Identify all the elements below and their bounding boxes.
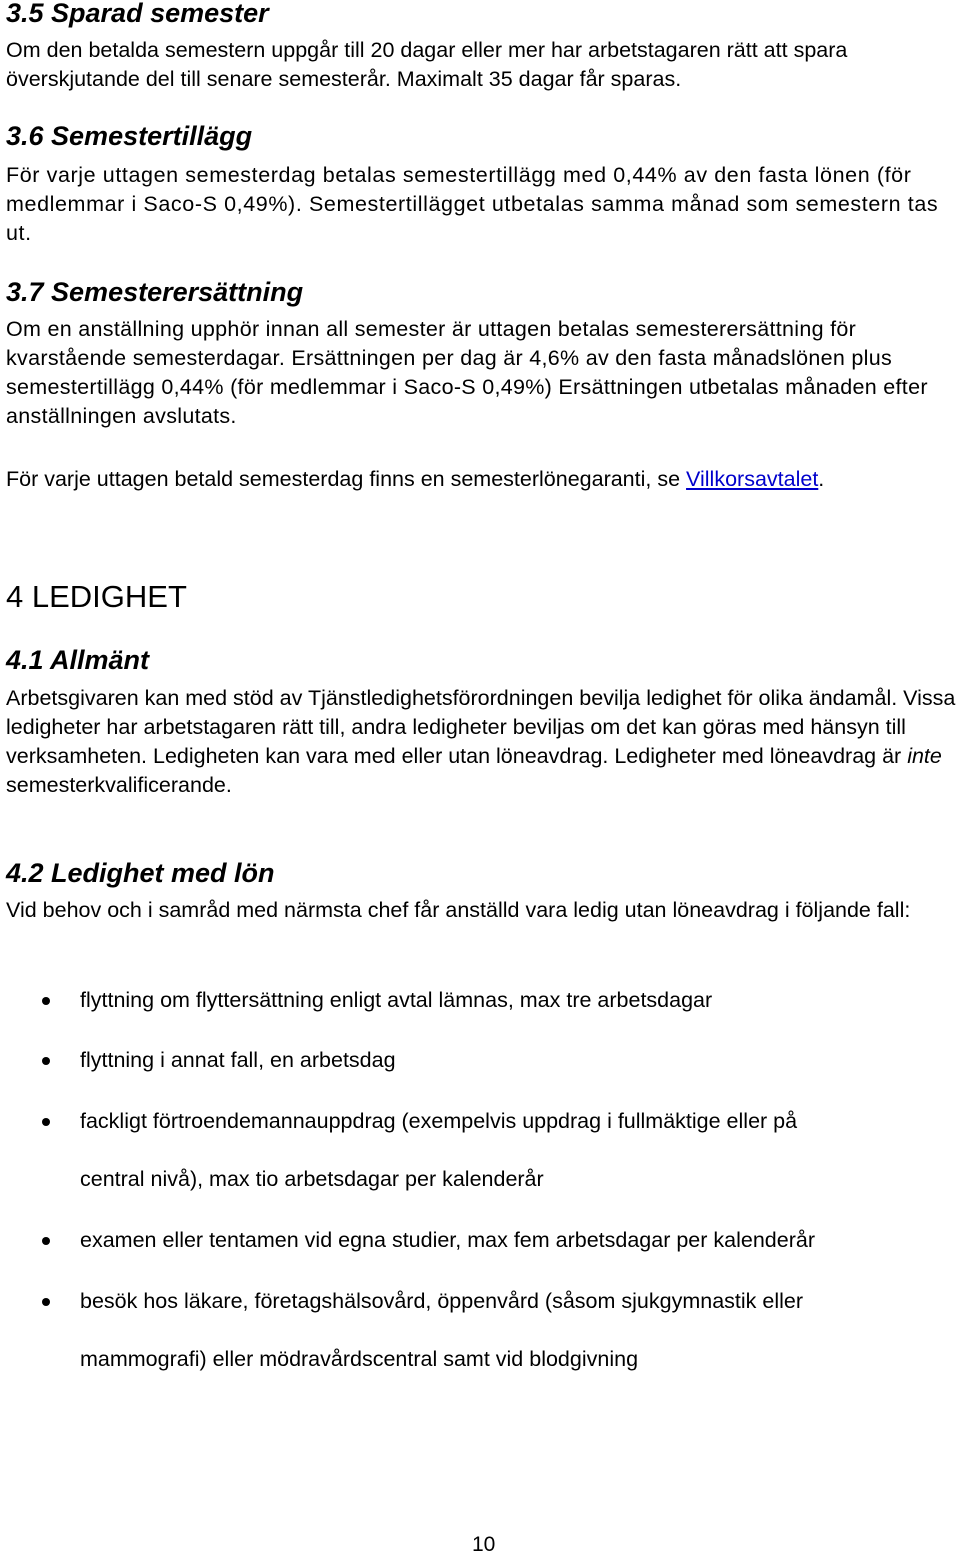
body-4-1-after: semesterkvalificerande. [6, 773, 232, 797]
bullet-icon [42, 1298, 50, 1306]
page-number: 10 [472, 1533, 496, 1556]
list-item-text: flyttning om flyttersättning enligt avtal lämnas, max tre arbetsdagar [80, 988, 713, 1012]
section-heading-3-5: 3.5 Sparad semester [6, 0, 269, 28]
bullet-icon [42, 997, 50, 1005]
chapter-heading-4: 4 LEDIGHET [6, 579, 187, 614]
section-body-3-6: För varje uttagen semesterdag betalas semestertillägg med 0,44% av den fasta lönen (för medlemmar i Saco-S 0,49%). Semestertillägget utbetalas samma månad som semestern tas ut. [6, 163, 939, 245]
body-4-1-emphasis: inte [907, 744, 942, 768]
guarantee-text: För varje uttagen betald semesterdag finns en semesterlönegaranti, se [6, 467, 681, 491]
section-body-4-1 [6, 684, 958, 800]
section-heading-4-1: 4.1 Allmänt [6, 645, 150, 675]
villkorsavtalet-link[interactable]: Villkorsavtalet [686, 467, 819, 491]
section-body-3-5: Om den betalda semestern uppgår till 20 dagar eller mer har arbetstagaren rätt att spara överskjutande del till senare semesterår. Maximalt 35 dagar får sparas. [6, 38, 848, 91]
list-item-text: besök hos läkare, företagshälsovård, öppenvård (såsom sjukgymnastik eller [80, 1289, 804, 1313]
guarantee-paragraph [6, 465, 946, 494]
section-heading-3-6: 3.6 Semestertillägg [6, 121, 253, 151]
bullet-icon [42, 1057, 50, 1065]
guarantee-end: . [818, 467, 825, 491]
bullet-icon [42, 1237, 50, 1245]
section-body-3-7: Om en anställning upphör innan all semester är uttagen betalas semesterersättning för kvarstående semesterdagar. Ersättningen per dag är 4,6% av den fasta månadslönen plus semestertillägg 0,44% (för medlemmar i Saco-S 0,49%) Ersättningen utbetalas månaden efter anställningen avslutats. [6, 317, 928, 428]
list-item-text-continued: mammografi) eller mödravårdscentral samt vid blodgivning [80, 1347, 639, 1371]
list-item-text-continued: central nivå), max tio arbetsdagar per kalenderår [80, 1167, 544, 1191]
body-4-1-before: Arbetsgivaren kan med stöd av Tjänstledighetsförordningen bevilja ledighet för olika ändamål. Vissa ledigheter har arbetstagaren rätt till, andra ledigheter beviljas om det kan göras med hänsyn till verksamheten. Ledigheten kan vara med eller utan löneavdrag. Ledigheter med löneavdrag är [6, 686, 956, 768]
list-item-text: examen eller tentamen vid egna studier, max fem arbetsdagar per kalenderår [80, 1228, 815, 1252]
list-item-text: flyttning i annat fall, en arbetsdag [80, 1048, 396, 1072]
section-heading-4-2: 4.2 Ledighet med lön [6, 858, 275, 888]
list-item-text: fackligt förtroendemannauppdrag (exempelvis uppdrag i fullmäktige eller på [80, 1109, 798, 1133]
bullet-icon [42, 1118, 50, 1126]
section-body-4-2: Vid behov och i samråd med närmsta chef får anställd vara ledig utan löneavdrag i följande fall: [6, 898, 911, 922]
section-heading-3-7: 3.7 Semesterersättning [6, 277, 304, 307]
